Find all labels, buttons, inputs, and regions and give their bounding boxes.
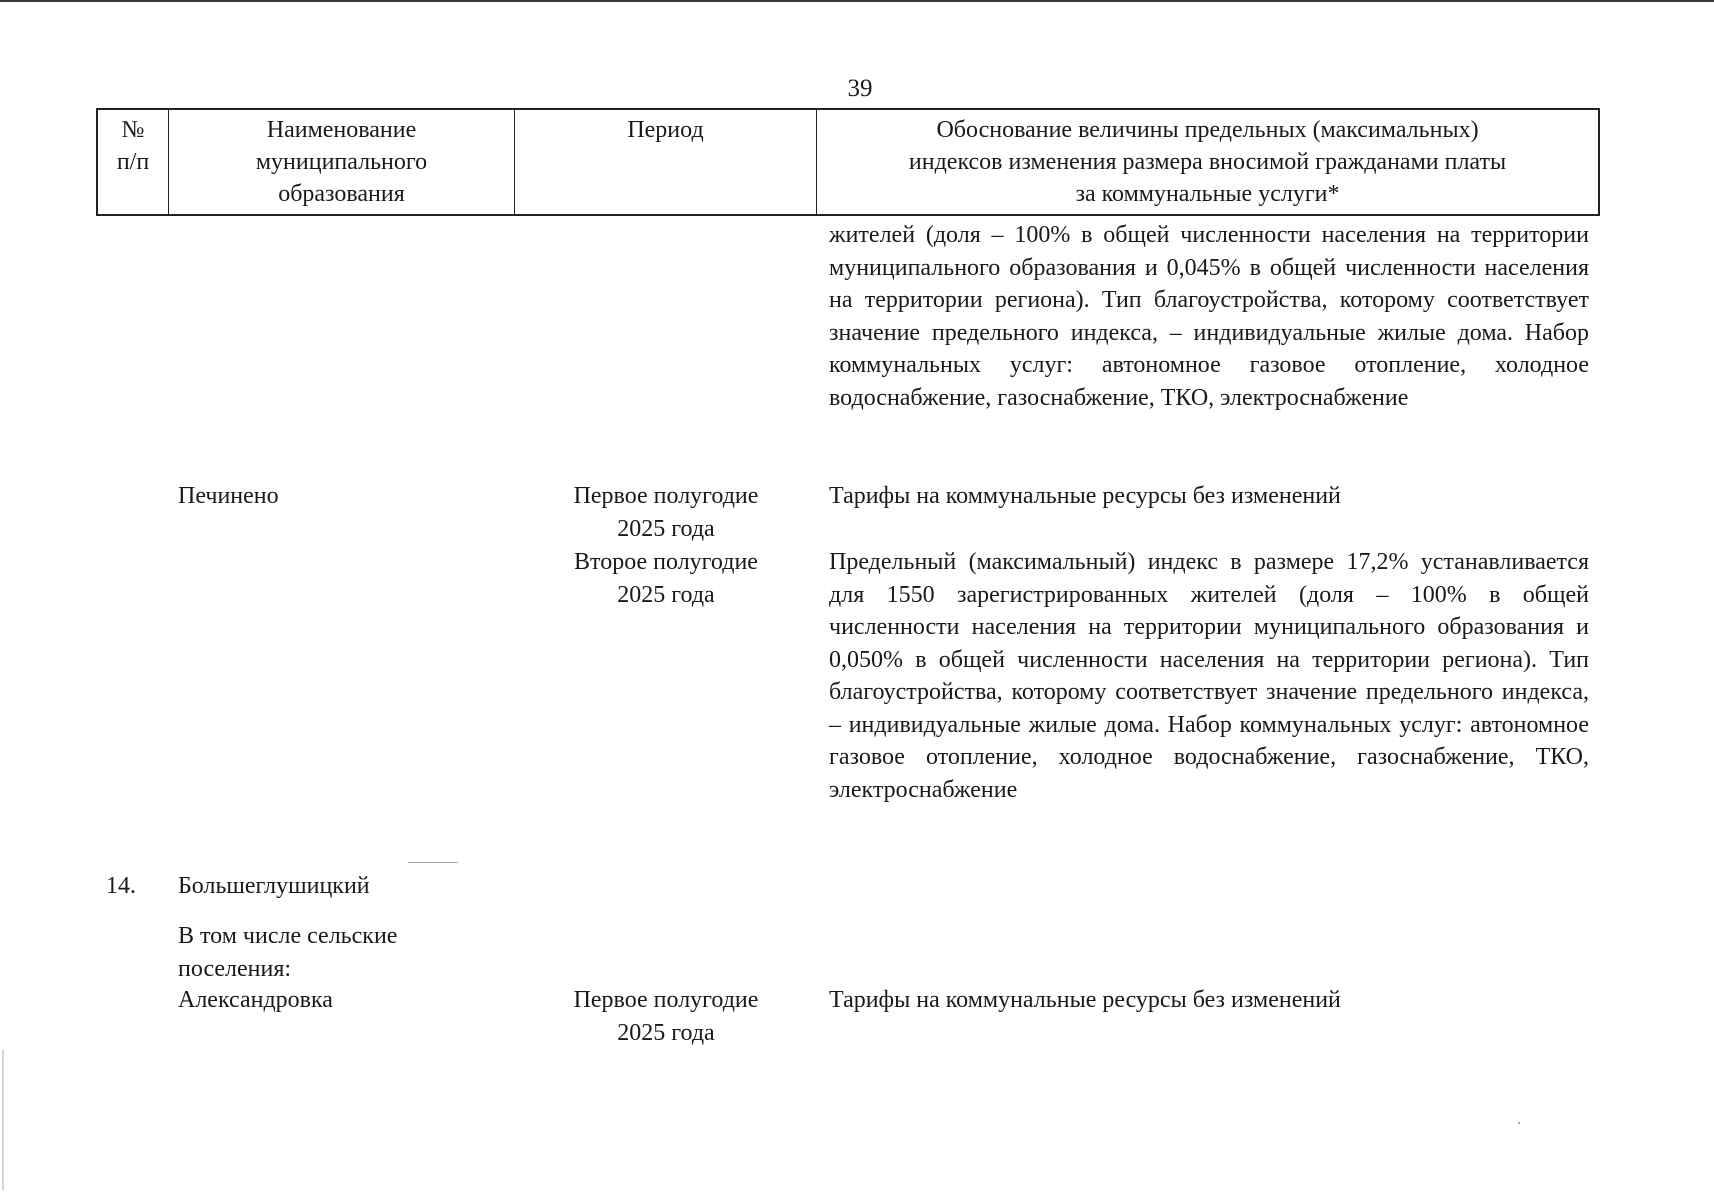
justification-first-half-aleksandrovka: Тарифы на коммунальные ресурсы без изменений bbox=[829, 987, 1341, 1013]
scan-edge-noise bbox=[2, 1050, 4, 1190]
municipality-name-pechineno: Печинено bbox=[178, 483, 279, 509]
municipality-name-aleksandrovka: Александровка bbox=[178, 987, 333, 1013]
district-name-bolsheglushitsky: Большеглушицкий bbox=[178, 873, 370, 899]
continuation-justification-text: жителей (доля – 100% в общей численности населения на территории муниципального образования и 0,045% в общей численности населения на территории региона). Тип благоустройства, которому соответствует значение предельного индекса, – индивидуальные жилые дома. Набор коммунальных услуг: автономное газовое отопление, холодное водоснабжение, газоснабжение, ТКО, электроснабжение bbox=[829, 222, 1589, 411]
justification-first-half-pechineno: Тарифы на коммунальные ресурсы без изменений bbox=[829, 483, 1341, 509]
period-second-half-pechineno: Второе полугодие 2025 года bbox=[574, 549, 758, 608]
header-name-column: Наименование муниципального образования bbox=[169, 110, 515, 214]
scan-speck bbox=[408, 862, 458, 863]
header-number-column: № п/п bbox=[98, 110, 169, 214]
justification-second-half-pechineno: Предельный (максимальный) индекс в размере 17,2% устанавливается для 1550 зарегистрированных жителей (доля – 100% в общей численности населения на территории муниципального образования и 0,050% в общей численности населения на территории региона). Тип благоустройства, которому соответствует значение предельного индекса, – индивидуальные жилые дома. Набор коммунальных услуг: автономное газовое отопление, холодное водоснабжение, газоснабжение, ТКО, электроснабжение bbox=[829, 549, 1589, 803]
table-header bbox=[96, 108, 1600, 216]
rural-settlements-subheading: В том числе сельские поселения: bbox=[178, 923, 398, 982]
header-period-column: Период bbox=[515, 110, 817, 214]
scan-speck bbox=[1518, 1122, 1520, 1124]
row-number-14: 14. bbox=[106, 873, 136, 899]
period-first-half-pechineno: Первое полугодие 2025 года bbox=[573, 483, 759, 542]
page-number: 39 bbox=[847, 75, 873, 102]
scan-border-line bbox=[0, 0, 1714, 2]
period-first-half-aleksandrovka: Первое полугодие 2025 года bbox=[573, 987, 759, 1046]
header-justification-column: Обоснование величины предельных (максимальных) индексов изменения размера вносимой гражданами платы за коммунальные услуги* bbox=[908, 117, 1507, 207]
